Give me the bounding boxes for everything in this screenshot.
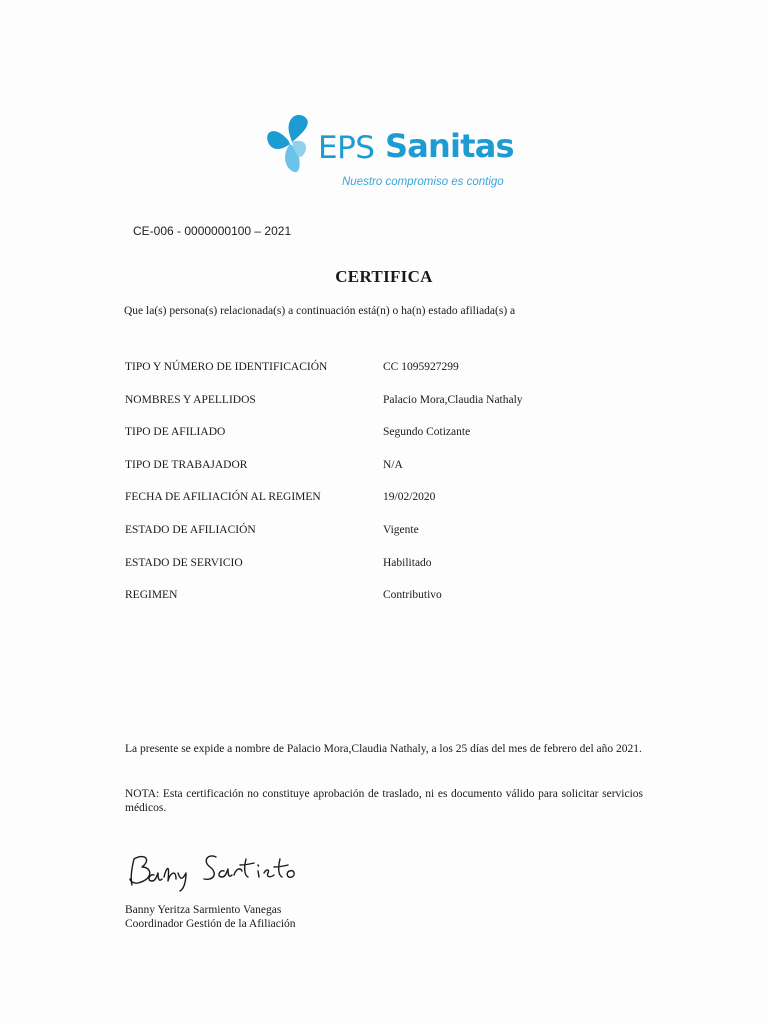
signer-name: Banny Yeritza Sarmiento Vanegas: [125, 904, 282, 916]
field-label: ESTADO DE AFILIACIÓN: [125, 523, 256, 536]
field-row-names: [125, 394, 645, 427]
intro-text: Que la(s) persona(s) relacionada(s) a continuación está(n) o ha(n) estado afiliada(s) a: [124, 305, 516, 317]
field-label: ESTADO DE SERVICIO: [125, 556, 243, 569]
field-row-identification: [125, 361, 645, 394]
issued-statement: La presente se expide a nombre de Palacio Mora,Claudia Nathaly, a los 25 días del mes de febrero del año 2021.: [125, 743, 642, 755]
field-row-affiliation-status: [125, 524, 645, 557]
disclaimer-note: NOTA: Esta certificación no constituye aprobación de traslado, ni es documento válido para solicitar servicios médicos.: [125, 788, 643, 814]
signer-block: [125, 903, 296, 931]
field-row-service-status: [125, 557, 645, 590]
field-value: Contributivo: [383, 589, 442, 602]
field-value: Segundo Cotizante: [383, 426, 471, 439]
field-label: FECHA DE AFILIACIÓN AL REGIMEN: [125, 491, 321, 504]
field-label: TIPO DE TRABAJADOR: [125, 458, 248, 471]
field-row-worker-type: [125, 459, 645, 492]
field-row-affiliation-date: [125, 491, 645, 524]
field-value: CC 1095927299: [383, 361, 459, 373]
butterfly-icon: [262, 112, 322, 182]
field-value: Vigente: [383, 523, 419, 536]
logo-eps-text: EPS: [318, 130, 375, 166]
field-label: TIPO DE AFILIADO: [125, 426, 226, 439]
signer-role: Coordinador Gestión de la Afiliación: [125, 918, 296, 930]
handwritten-signature: [124, 845, 299, 895]
logo-sanitas-text: Sanitas: [385, 127, 514, 165]
field-row-regime: [125, 589, 645, 622]
field-label: REGIMEN: [125, 589, 178, 602]
field-label: NOMBRES Y APELLIDOS: [125, 393, 256, 406]
document-title: CERTIFICA: [335, 267, 433, 286]
document-reference: CE-006 - 0000000100 – 2021: [133, 224, 292, 238]
field-value: Palacio Mora,Claudia Nathaly: [383, 393, 523, 406]
affiliation-fields: [125, 361, 645, 622]
logo-tagline: Nuestro compromiso es contigo: [342, 176, 504, 188]
field-value: 19/02/2020: [383, 491, 436, 504]
field-row-affiliate-type: [125, 426, 645, 459]
eps-sanitas-logo: [262, 112, 512, 200]
field-label: TIPO Y NÚMERO DE IDENTIFICACIÓN: [125, 361, 328, 373]
field-value: N/A: [383, 458, 403, 471]
field-value: Habilitado: [383, 556, 432, 569]
